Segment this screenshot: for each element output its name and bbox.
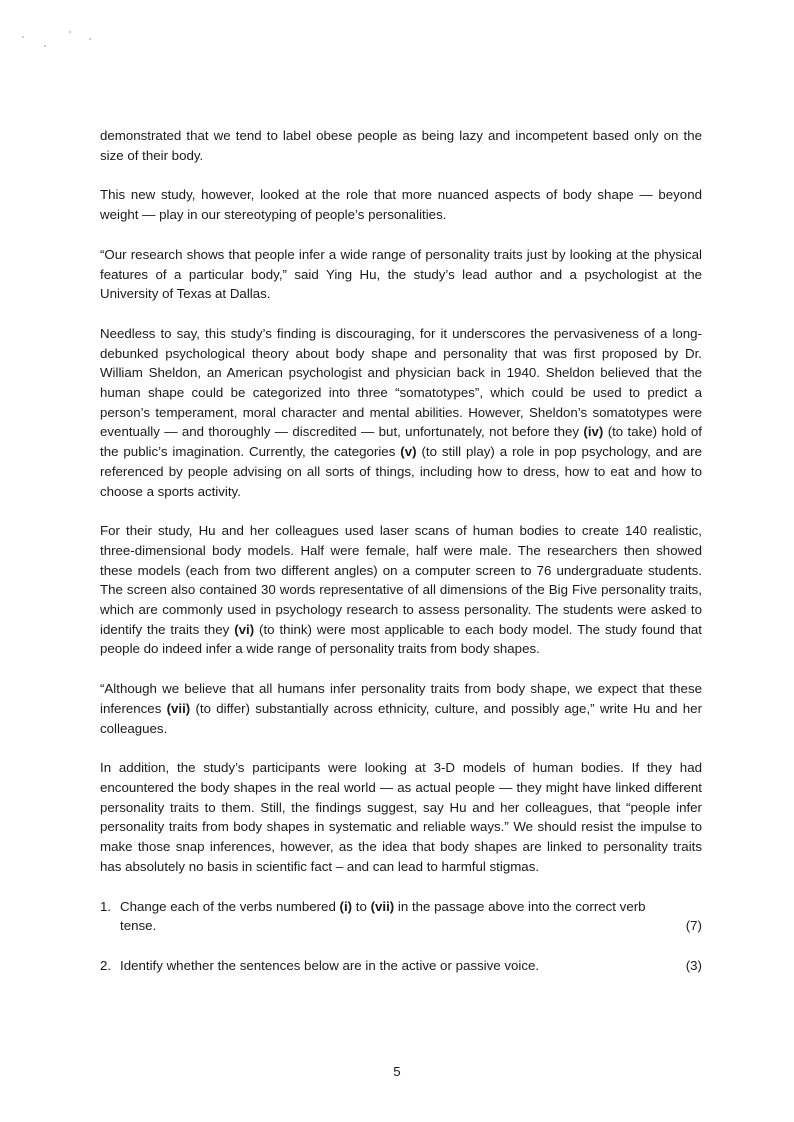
scan-speck	[89, 38, 91, 40]
verb-marker-v: (v)	[400, 444, 417, 460]
paragraph-1: demonstrated that we tend to label obese people as being lazy and incompetent based only on the size of their body.	[100, 128, 702, 163]
text-run: (to take) hold of the public’s imagination. Currently, the categories	[100, 424, 702, 460]
question-number: 1.	[100, 898, 112, 914]
verb-marker-iv: (iv)	[583, 424, 604, 440]
question-marks: (7)	[685, 918, 702, 934]
paragraph-5	[100, 521, 702, 659]
verb-marker-vii: (vii)	[166, 700, 191, 716]
paragraph-7: In addition, the study’s participants were looking at 3-D models of human bodies. If they had encountered the body shapes in the real world — as actual people — they might have linked different personality traits to them. Still, the findings suggest, say Hu and her colleagues, that “people infer personality traits from body shapes in systematic and reliable ways.” We should resist the impulse to make those snap inferences, however, as the idea that body shapes are linked to personality traits has absolutely no basis in scientific fact – and can lead to harmful stigmas.	[100, 760, 702, 874]
text-run: tense.	[120, 918, 157, 934]
scan-speck	[69, 31, 71, 33]
question-1	[100, 897, 702, 936]
paragraph-6	[100, 679, 702, 738]
text-run: For their study, Hu and her colleagues used laser scans of human bodies to create 140 realistic, three-dimensional body models. Half were female, half were male. The researchers then showed these models (each from two different angles) on a computer screen to 76 undergraduate students. The screen also contained 30 words representative of all dimensions of the Big Five personality traits, which are commonly used in psychology research to assess personality. The students were asked to identify the traits they	[100, 523, 702, 637]
text-run: (to think) were most applicable to each body model. The study found that people do indeed infer a wide range of personality traits from body shapes.	[100, 621, 703, 657]
text-run: (to still play) a role in pop psychology, and are referenced by people advising on all sorts of things, including how to dress, how to eat and how to choose a sports activity.	[100, 444, 702, 499]
verb-marker-vii: (vii)	[370, 898, 395, 914]
paragraph-4	[100, 324, 702, 501]
text-run: (to differ) substantially across ethnicity, culture, and possibly age,” write Hu and her colleagues.	[100, 700, 702, 736]
text-run: “Although we believe that all humans infer personality traits from body shape, we expect that these inferences	[100, 681, 702, 716]
scan-speck	[44, 45, 46, 47]
page-number: 5	[393, 1064, 401, 1079]
paragraph-3: “Our research shows that people infer a wide range of personality traits just by looking at the physical features of a particular body,” said Ying Hu, the study’s lead author and a psychologist at the University of Texas at Dallas.	[100, 246, 702, 302]
text-run: Needless to say, this study’s finding is discouraging, for it underscores the pervasiveness of a long-debunked psychological theory about body shape and personality that was first proposed by Dr. William Sheldon, an American psychologist and physician back in 1940. Sheldon believed that the human shape could be categorized into three “somatotypes”, which could be used to predict a person’s temperament, moral character and mental abilities. However, Sheldon’s somatotypes were eventually — and thoroughly — discredited — but, unfortunately, not before they	[100, 325, 702, 440]
text-run: Identify whether the sentences below are in the active or passive voice.	[120, 957, 540, 973]
scan-speck	[22, 36, 24, 38]
document-body	[100, 126, 702, 986]
paragraph-2: This new study, however, looked at the role that more nuanced aspects of body shape — beyond weight — play in our stereotyping of people’s personalities.	[100, 187, 702, 223]
question-2	[100, 956, 702, 976]
question-number: 2.	[100, 957, 112, 973]
text-run: in the passage above into the correct verb	[394, 898, 646, 914]
verb-marker-vi: (vi)	[234, 621, 255, 637]
text-run: to	[352, 898, 371, 914]
text-run: Change each of the verbs numbered	[120, 898, 340, 914]
question-marks: (3)	[685, 957, 702, 973]
verb-marker-i: (i)	[339, 898, 353, 914]
